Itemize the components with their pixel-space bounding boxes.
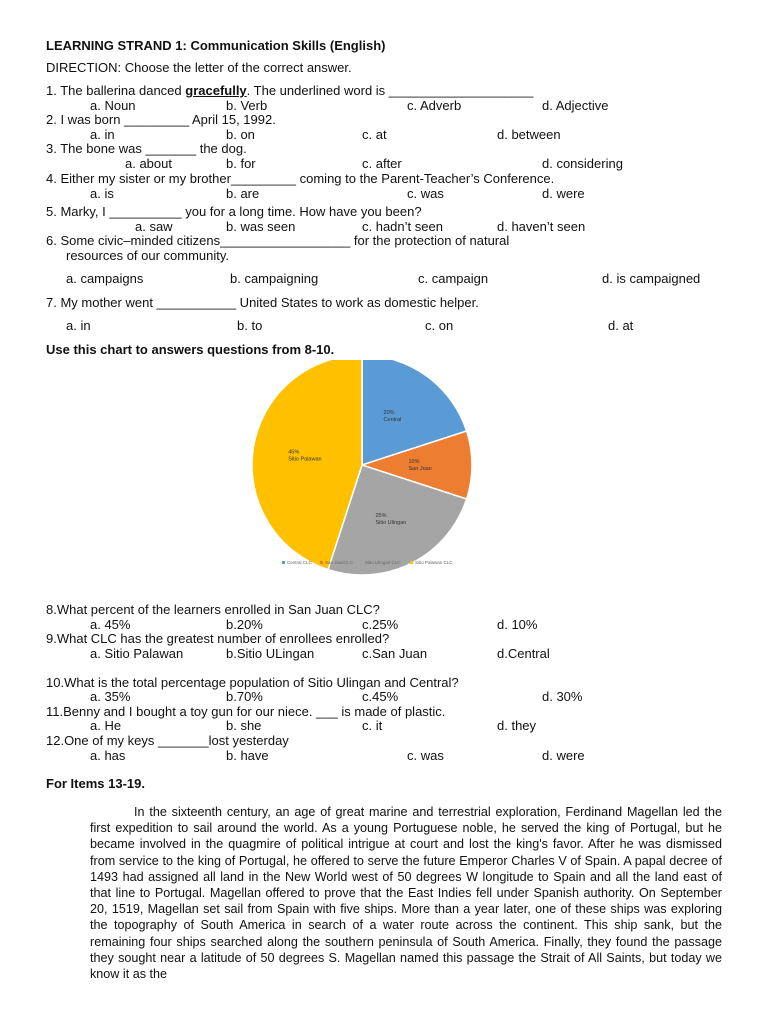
choice: b. to bbox=[237, 318, 263, 333]
choice: c. it bbox=[362, 718, 383, 733]
reading-passage: In the sixteenth century, an age of great marine and terrestrial exploration, Ferdinand Magellan led the first expedition to sail around the world. As a young Portuguese noble, he served the king of Portugal, but he became involved in the quagmire of political intrigue at court and lost the king's favor. After he was dismissed from service to the king of Portugal, he offered to serve the future Emperor Charles V of Spain. A papal decree of 1493 had assigned all land in the New World west of 50 degrees W longitude to Spain and all the land east of that line to Portugal. Magellan offered to prove that the East Indies fell under Spanish authority. On September 20, 1519, Magellan set sail from Spain with five ships. More than a year later, one of these ships was exploring the topography of South America in search of a water route across the continent. This ship sank, but the remaining four ships searched along the southern peninsula of South America. Finally, they found the passage they sought near a latitude of 50 degrees S. Magellan named this passage the Strait of All Saints, but today we know it as the bbox=[90, 805, 722, 982]
choice: a. has bbox=[90, 748, 126, 763]
choice: b.20% bbox=[226, 617, 263, 632]
choice: a. 45% bbox=[90, 617, 131, 632]
choice: a. campaigns bbox=[66, 271, 144, 286]
question-6: 6. Some civic–minded citizens__________________ for the protection of natural bbox=[46, 233, 510, 248]
choice: a. Noun bbox=[90, 98, 136, 113]
choice: d. 30% bbox=[542, 689, 583, 704]
slice-category-label: San Juan bbox=[408, 466, 432, 472]
choice: c.San Juan bbox=[362, 646, 428, 661]
legend-swatch bbox=[320, 561, 323, 564]
choice: d. were bbox=[542, 186, 585, 201]
choice: c. was bbox=[407, 186, 444, 201]
choice: d. were bbox=[542, 748, 585, 763]
question-2: 2. I was born _________ April 15, 1992. bbox=[46, 112, 276, 127]
choice: b. are bbox=[226, 186, 260, 201]
question-12: 12.One of my keys _______lost yesterday bbox=[46, 733, 289, 748]
choice: d. is campaigned bbox=[602, 271, 701, 286]
choice: b. on bbox=[226, 127, 255, 142]
choice: b. for bbox=[226, 156, 256, 171]
population-pie-chart bbox=[248, 360, 488, 575]
underlined-word: gracefully bbox=[185, 83, 247, 98]
choice: c.25% bbox=[362, 617, 399, 632]
choice: d. considering bbox=[542, 156, 623, 171]
legend-entry: Sitio Palawan CLC bbox=[415, 560, 453, 565]
slice-percent-label: 45% bbox=[288, 449, 300, 456]
choice: c. at bbox=[362, 127, 387, 142]
items-heading: For Items 13-19. bbox=[46, 776, 145, 791]
choice: c. was bbox=[407, 748, 444, 763]
slice-percent-label: 20% bbox=[383, 410, 395, 417]
legend-swatch bbox=[360, 561, 363, 564]
choice: c. campaign bbox=[418, 271, 489, 286]
choice: c. Adverb bbox=[407, 98, 462, 113]
question-7: 7. My mother went ___________ United States to work as domestic helper. bbox=[46, 295, 479, 310]
choice: a. 35% bbox=[90, 689, 131, 704]
choice: d. they bbox=[497, 718, 537, 733]
choice: a. saw bbox=[135, 219, 173, 234]
slice-percent-label: 10% bbox=[408, 459, 420, 465]
choice: a. in bbox=[90, 127, 115, 142]
question-3: 3. The bone was _______ the dog. bbox=[46, 141, 247, 156]
choice: c. on bbox=[425, 318, 454, 333]
question-1-pre: 1. The ballerina danced bbox=[46, 83, 186, 98]
slice-category-label: Central bbox=[383, 417, 402, 424]
choice: b. Verb bbox=[226, 98, 268, 113]
choice: d. haven’t seen bbox=[497, 219, 586, 234]
choice: c.45% bbox=[362, 689, 399, 704]
question-5: 5. Marky, I __________ you for a long time. How have you been? bbox=[46, 204, 422, 219]
direction-text: DIRECTION: Choose the letter of the correct answer. bbox=[46, 60, 352, 75]
choice: b.Sitio ULingan bbox=[226, 646, 315, 661]
question-10: 10.What is the total percentage population of Sitio Ulingan and Central? bbox=[46, 675, 459, 690]
legend-entry: Sitio Ulingan CLC bbox=[365, 560, 401, 565]
choice: c. hadn’t seen bbox=[362, 219, 443, 234]
question-1 bbox=[46, 83, 533, 98]
choice: c. after bbox=[362, 156, 402, 171]
question-4: 4. Either my sister or my brother_________ coming to the Parent-Teacher’s Conference. bbox=[46, 171, 555, 186]
choice: a. is bbox=[90, 186, 114, 201]
choice: b. she bbox=[226, 718, 262, 733]
chart-instruction: Use this chart to answers questions from 8-10. bbox=[46, 342, 335, 357]
choice: d. 10% bbox=[497, 617, 538, 632]
choice: b. campaigning bbox=[230, 271, 319, 286]
choice: a. about bbox=[125, 156, 172, 171]
page-heading: LEARNING STRAND 1: Communication Skills (English) bbox=[46, 38, 386, 53]
legend-entry: San JuanCLC bbox=[325, 560, 354, 565]
choice: a. in bbox=[66, 318, 91, 333]
question-9: 9.What CLC has the greatest number of enrollees enrolled? bbox=[46, 631, 390, 646]
choice: d. at bbox=[608, 318, 634, 333]
choice: a. Sitio Palawan bbox=[90, 646, 184, 661]
slice-category-label: Sitio Palawan bbox=[288, 456, 322, 463]
legend-entry: Central CLC bbox=[287, 560, 312, 565]
question-1-post: . The underlined word is ____________________ bbox=[246, 83, 534, 98]
legend-swatch bbox=[410, 561, 413, 564]
question-11: 11.Benny and I bought a toy gun for our niece. ___ is made of plastic. bbox=[46, 704, 446, 719]
choice: d. between bbox=[497, 127, 561, 142]
choice: a. He bbox=[90, 718, 122, 733]
slice-percent-label: 25% bbox=[375, 512, 387, 519]
choice: d. Adjective bbox=[542, 98, 609, 113]
choice: b. was seen bbox=[226, 219, 296, 234]
slice-category-label: Sitio Ulingan bbox=[375, 519, 407, 526]
legend-swatch bbox=[282, 561, 285, 564]
choice: d.Central bbox=[497, 646, 550, 661]
choice: b. have bbox=[226, 748, 269, 763]
question-6-continued: resources of our community. bbox=[66, 248, 230, 263]
question-8: 8.What percent of the learners enrolled in San Juan CLC? bbox=[46, 602, 380, 617]
choice: b.70% bbox=[226, 689, 263, 704]
